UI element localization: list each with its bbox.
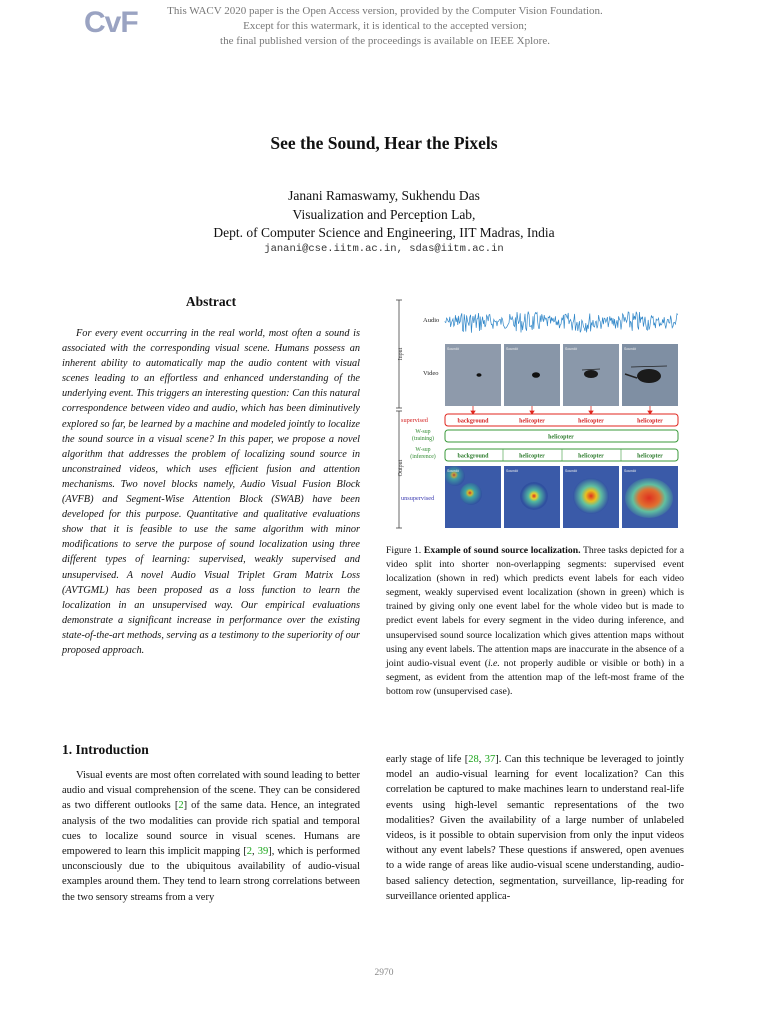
citation-link[interactable]: 2: [246, 846, 252, 858]
video-frame: [445, 344, 501, 406]
citation-link[interactable]: 39: [257, 846, 269, 858]
supervised-event-label: helicopter: [578, 418, 604, 425]
authors: Janani Ramaswamy, Sukhendu Das: [288, 188, 480, 203]
wsup-training-event-label: helicopter: [548, 434, 574, 441]
wsup-inference-event-label: helicopter: [519, 453, 545, 460]
supervised-event-label: helicopter: [519, 418, 545, 425]
supervised-arrows: [471, 406, 652, 414]
figure-1: [393, 298, 689, 530]
affiliation-dept: Dept. of Computer Science and Engineering, IIT Madras, India: [213, 225, 555, 240]
page-number: 2970: [374, 968, 394, 978]
watermark-line: This WACV 2020 paper is the Open Access version, provided by the Computer Vision Foundation.: [167, 5, 603, 17]
figure-1-caption: [386, 544, 684, 699]
helicopter-shape: [477, 373, 482, 377]
wsup-inference-event-label: helicopter: [637, 453, 663, 460]
affiliation-lab: Visualization and Perception Lab,: [292, 206, 476, 222]
intro-paragraph: Visual events are most often correlated with sound leading to better audio and visual comprehension of the scene. They can be considered as two different outlooks [2] of the same data. Hence, an integrated analysis of the two modalities can provide rich spatial and temporal cues to localize sound source in visual scenes. Humans are empowered to learn this implicit mapping [2, 39], which is performed unconsciously due to the ubiquitous availability of audio-visual examples around them. They tend to learn strong correlations between the two sensory streams from a very: [62, 770, 360, 903]
wsup-inference-label: W-sup (inference): [410, 447, 436, 460]
supervised-event-label: helicopter: [637, 418, 663, 425]
watermark-line: the final published version of the proceedings is available on IEEE Xplore.: [220, 35, 550, 47]
caption-part2: not properly audible or visible or both) in a segment, as evident from the attention map of the left-most frame of the bottom row (unsupervised case).: [386, 657, 684, 697]
author-block: [0, 187, 768, 243]
author-emails: janani@cse.iitm.ac.in, sdas@iitm.ac.in: [264, 243, 504, 255]
caption-part1: Three tasks depicted for a video split into shorter non-overlapping segments: supervised event localization (shown in red) which predicts event labels for each video segment, weakly supervised event localization (shown in green) which is trained by giving only one event label for the whole video but is made to predict event labels for every segment in the video during inference, and unsupervised sound source localization which gives attention maps without using any event labels. The attention maps are inaccurate in the absence of a joint audio-visual event (: [386, 545, 685, 669]
caption-bold: Example of sound source localization.: [423, 545, 581, 556]
input-group-label: Input: [398, 347, 404, 361]
frame-tag: Sound#: [624, 469, 637, 473]
cvf-logo: CvF: [84, 6, 138, 39]
intro-paragraph: early stage of life [28, 37]. Can this technique be leveraged to jointly model an audio-visual learning for event localization? Can this correlation be captured to make machines learn to understand real-life events using high-level semantic representations of the two modalities? Given the availability of a large number of unlabeled videos, is it possible to obtain supervision from only the input videos without any event labels? These questions if answered, open avenues to a wide range of areas like audio-visual scene understanding, audio-based saliency detection, segmentation, surveillance, lip-reading for surveillance oriented applica-: [386, 754, 685, 902]
helicopter-shape: [532, 372, 540, 378]
output-group-label: Output: [398, 459, 404, 477]
caption-text: [386, 544, 684, 699]
citation-link[interactable]: 37: [484, 754, 496, 765]
caption-ie: i.e.: [487, 657, 500, 669]
frame-tag: Sound#: [447, 469, 460, 473]
abstract-body: [62, 326, 360, 658]
abstract-heading: Abstract: [185, 294, 237, 309]
introduction-left-column: [62, 768, 360, 905]
abstract-text: For every event occurring in the real world, most often a sound is associated with the corresponding visual scene. Humans possess an inherent ability to automatically map the audio content with visual scenes leading to an effortless and enhanced understanding of the underlying event. This triggers an interesting question: Can this natural correspondence between video and audio, which has been diminutively explored so far, be learned by a machine and modeled jointly to localize the sound source in a visual scene? In this paper, we propose a novel algorithm that addresses the problem of localizing sound source in unconstrained videos, which uses efficient fusion and attention mechanisms. Two novel blocks namely, Audio Visual Fusion Block (AVFB) and Segment-Wise Attention Block (SWAB) have been developed for this purpose. Quantitative and qualitative evaluations show that it is feasible to use the same algorithm with minor modifications to serve the purpose of sound localization using three different types of learning: supervised, weakly supervised and unsupervised. A novel Audio Visual Triplet Gram Matrix Loss (AVTGML) has been proposed as a loss function to learn the localization in an unsupervised way. Our empirical evaluations demonstrate a significant increase in performance over the existing state-of-the-art methods, serving as a testimony to the superiority of our proposed approach.: [62, 328, 360, 656]
wsup-inference-event-label: background: [457, 453, 489, 460]
video-row-label: Video: [423, 370, 439, 377]
wsup-training-label: W-sup (training): [412, 429, 434, 442]
frame-tag: Sound#: [565, 347, 578, 351]
citation-link[interactable]: 2: [178, 800, 184, 812]
frame-tag: Sound#: [565, 469, 578, 473]
attention-maps: [445, 466, 678, 528]
audio-row-label: Audio: [423, 317, 440, 324]
watermark-line: Except for this watermark, it is identical to the accepted version;: [243, 20, 527, 32]
wsup-inference-event-label: helicopter: [578, 453, 604, 460]
helicopter-shape: [584, 370, 598, 378]
audio-waveform: [445, 312, 678, 333]
helicopter-shape: [637, 369, 661, 383]
frame-tag: Sound#: [447, 347, 460, 351]
introduction-right-column: [386, 752, 684, 904]
citation-link[interactable]: 28: [468, 754, 479, 765]
caption-prefix: Figure 1.: [386, 545, 422, 556]
supervised-event-label: background: [457, 418, 489, 425]
watermark: [150, 4, 620, 49]
unsupervised-row-label: unsupervised: [401, 495, 435, 502]
introduction-heading: 1. Introduction: [62, 742, 149, 757]
supervised-row-label: supervised: [401, 417, 428, 424]
paper-title: See the Sound, Hear the Pixels: [270, 133, 498, 153]
frame-tag: Sound#: [506, 347, 519, 351]
video-frames: [445, 344, 678, 406]
frame-tag: Sound#: [624, 347, 637, 351]
frame-tag: Sound#: [506, 469, 519, 473]
